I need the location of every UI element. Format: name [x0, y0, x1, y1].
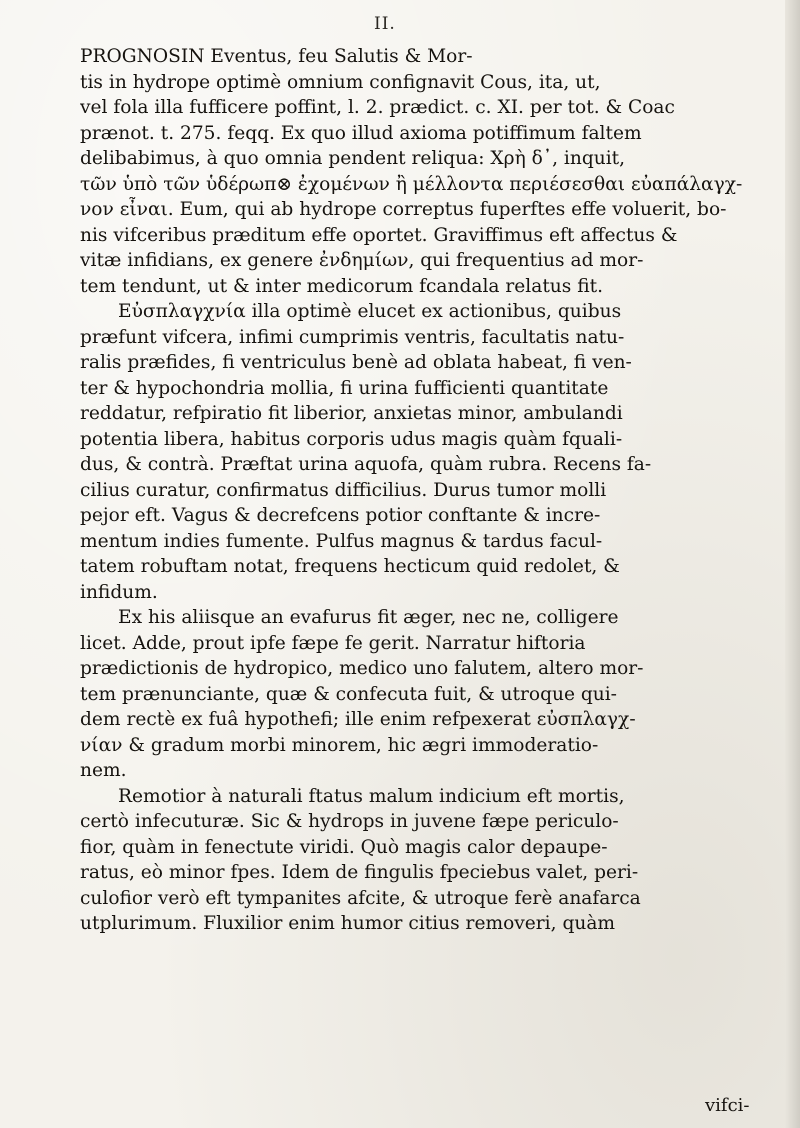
text-line: PROGNOSIN Eventus, feu Salutis & Mor-	[80, 46, 473, 67]
text-line: tem prænunciante, quæ & confecuta fuit, & utroque qui-	[80, 683, 617, 705]
text-line: culofior verò eft tympanites afcite, & utroque ferè anafarca	[80, 887, 641, 909]
text-line: præfunt vifcera, infimi cumprimis ventris, facultatis natu-	[80, 326, 625, 348]
text-line: fior, quàm in fenectute viridi. Quò magis calor depaupe-	[80, 836, 608, 858]
text-line: cilius curatur, confirmatus difficilius. Durus tumor molli	[80, 479, 607, 501]
text-line: utplurimum. Fluxilior enim humor citius removeri, quàm	[80, 913, 616, 934]
text-line: certò infecuturæ. Sic & hydrops in juvene fæpe periculo-	[80, 811, 619, 832]
text-line: delibabimus, à quo omnia pendent reliqua: Χρὴ δ᾽, inquit,	[80, 148, 626, 169]
text-line: prænot. t. 275. feqq. Ex quo illud axioma potiffimum faltem	[80, 122, 642, 144]
text-line: infidum.	[80, 581, 158, 603]
text-line: vel fola illa fufficere poffint, l. 2. prædict. c. XI. per tot. & Coac	[80, 97, 675, 118]
text-line: ratus, eò minor fpes. Idem de fingulis fpeciebus valet, peri-	[80, 862, 639, 883]
text-line: νίαν & gradum morbi minorem, hic ægri immoderatio-	[80, 734, 599, 756]
text-line: vitæ infidians, ex genere ἐνδημίων, qui frequentius ad mor-	[80, 250, 644, 271]
text-line: reddatur, refpiratio fit liberior, anxietas minor, ambulandi	[80, 403, 623, 424]
text-line: Ex his aliisque an evafurus fit æger, nec ne, colligere	[118, 607, 619, 628]
text-line: νον εἶναι. Eum, qui ab hydrope correptus fuperftes effe voluerit, bo-	[80, 199, 727, 220]
text-line: τῶν ὑπὸ τῶν ὑδέρωπ⊗ ἐχομένων ἢ μέλλοντα περιέσεσθαι εὐαπάλαγχ-	[80, 173, 743, 195]
text-line: ralis præfides, fi ventriculus benè ad oblata habeat, fi ven-	[80, 352, 632, 373]
text-line: tatem robuftam notat, frequens hecticum quid redolet, &	[80, 556, 620, 577]
text-line: dem rectè ex fuâ hypothefi; ille enim refpexerat εὐσπλαγχ-	[80, 709, 636, 730]
text-line: potentia libera, habitus corporis udus magis quàm fquali-	[80, 428, 623, 450]
text-line: pejor eft. Vagus & decrefcens potior conftante & incre-	[80, 505, 601, 526]
page-edge	[785, 0, 800, 1128]
text-line: Εὐσπλαγχνία illa optimè elucet ex actionibus, quibus	[118, 301, 622, 322]
text-line: prædictionis de hydropico, medico uno falutem, altero mor-	[80, 658, 644, 679]
body-text	[80, 44, 780, 937]
text-line: licet. Adde, prout ipfe fæpe fe gerit. Narratur hiftoria	[80, 632, 586, 654]
text-line: tis in hydrope optimè omnium confignavit Cous, ita, ut,	[80, 71, 601, 93]
catchword: vifci-	[705, 1095, 750, 1116]
text-line: nis vifceribus præditum effe oportet. Graviffimus eft affectus &	[80, 224, 678, 246]
text-line: mentum indies fumente. Pulfus magnus & tardus facul-	[80, 530, 603, 552]
text-line: tem tendunt, ut & inter medicorum fcandala relatus fit.	[80, 275, 604, 297]
text-line: dus, & contrà. Præftat urina aquofa, quàm rubra. Recens fa-	[80, 454, 652, 475]
text-line: ter & hypochondria mollia, fi urina fufficienti quantitate	[80, 377, 609, 399]
text-line: Remotior à naturali ftatus malum indicium eft mortis,	[118, 785, 625, 807]
text-line: nem.	[80, 760, 127, 781]
page-number: II.	[374, 14, 396, 34]
